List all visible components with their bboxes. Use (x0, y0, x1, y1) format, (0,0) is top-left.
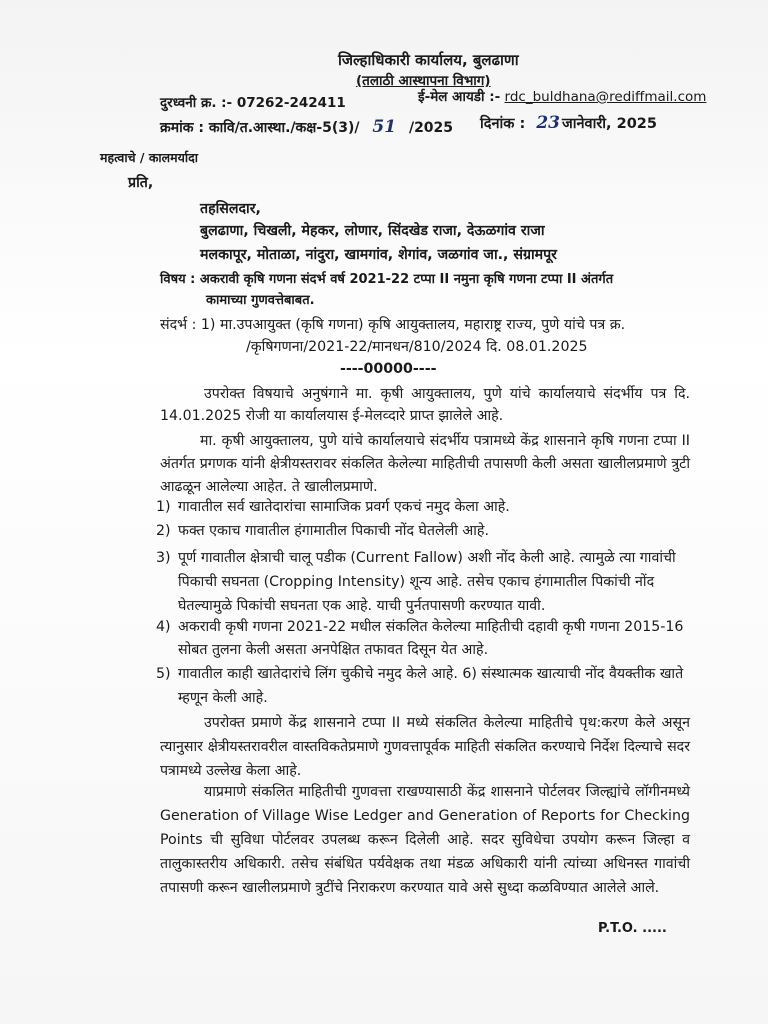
phone-label: दुरध्वनी क्र. :- (160, 95, 233, 111)
subject-line-2: कामाच्या गुणवत्तेबाबत. (206, 293, 315, 308)
section-title: (तलाठी आस्थापना विभाग) (356, 73, 491, 89)
separator: ----00000---- (340, 361, 437, 377)
reference-label: संदर्भ : (160, 317, 197, 333)
reference-line-2: /कृषिगणना/2021-22/मानधन/810/2024 दि. 08.01.2025 (246, 339, 588, 355)
list-item-text: गावातील सर्व खातेदारांचा सामाजिक प्रवर्ग एकचं नमुद केला आहे. (178, 499, 510, 515)
reference-number (160, 116, 453, 139)
subject-line-1: अकरावी कृषि गणना संदर्भ वर्ष 2021-22 टप्पा II नमुना कृषि गणना टप्पा II अंतर्गत (199, 272, 614, 287)
reference-line-1: 1) मा.उपआयुक्त (कृषि गणना) कृषि आयुक्तालय, महाराष्ट्र राज्य, पुणे यांचे पत्र क्र. (200, 317, 626, 333)
prati-label: प्रति, (128, 175, 154, 191)
recipient-line-1: बुलढाणा, चिखली, मेहकर, लोणार, सिंदखेड राजा, देऊळगांव राजा (200, 223, 545, 239)
email-address[interactable]: rdc_buldhana@rediffmail.com (504, 89, 707, 105)
recipient-line-2: मलकापूर, मोताळा, नांदुरा, खामगांव, शेगांव, जळगांव जा., संग्रामपूर (200, 247, 557, 263)
list-item-number: 1) (156, 499, 171, 515)
office-title: जिल्हाधिकारी कार्यालय, बुलढाणा (338, 51, 519, 69)
phone-line (160, 94, 346, 112)
list-item-number: 5) (156, 666, 171, 682)
list-item-number: 3) (156, 550, 171, 566)
subject-label: विषय : (160, 272, 196, 287)
phone-number: 07262-242411 (236, 95, 346, 111)
ref-label: क्रमांक : कावि/त.आस्था./कक्ष-5(3)/ (160, 120, 360, 136)
priority-label: महत्वाचे / कालमर्यादा (100, 150, 198, 165)
list-item-number: 4) (156, 619, 171, 635)
paragraph-2: मा. कृषी आयुक्तालय, पुणे यांचे कार्यालयाचे संदर्भीय पत्रामध्ये केंद्र शासनाने कृषि गणना टप्पा II अंतर्गत प्रगणक यांनी क्षेत्रीयस्तरावर संकलित केलेल्या माहितीची तपासणी केली असता खालीलप्रमाणे त्रुटी आढळून आलेल्या आहेत. ते खालीलप्रमाणे. (160, 433, 690, 495)
reference-block (160, 316, 625, 335)
email-label: ई-मेल आयडी :- (418, 89, 501, 105)
pto-label: P.T.O. ..... (598, 921, 667, 936)
letter-date (480, 112, 657, 135)
list-item-text: पूर्ण गावातील क्षेत्राची चालू पडीक (Current Fallow) अशी नोंद केली आहे. त्यामुळे त्या गावांची पिकाची सघनता (Cropping Intensity) शून्य आहे. तसेच एकाच हंगामातील पिकांची नोंद घेतल्यामुळे पिकांची सघनता एक आहे. याची पुर्नतपासणी करण्यात यावी. (178, 550, 676, 614)
paragraph-4: याप्रमाणे संकलित माहितीची गुणवत्ता राखण्यासाठी केंद्र शासनाने पोर्टलवर जिल्ह्यांचे लॉगीनमध्ये Generation of Village Wise Ledger and Generation of Reports for Checking Points ची सुविधा पोर्टलवर उपलब्ध करून दिलेली आहे. सदर सुविधेचा उपयोग करून जिल्हा व तालुकास्तरीय अधिकारी. तसेच संबंधित पर्यवेक्षक तथा मंडळ अधिकारी यांनी त्यांच्या अधिनस्त गावांची तपासणी करून खालीलप्रमाणे त्रुटींचे निराकरण करण्यात यावे असे सुध्दा कळविण्यात आलेले आले. (160, 784, 690, 896)
ref-year: /2025 (408, 120, 454, 136)
date-handwritten: 23 (536, 113, 560, 133)
list-item-text: गावातील काही खातेदारांचे लिंग चुकीचे नमुद केले आहे. 6) संस्थात्मक खात्याची नोंद वैयक्तीक खाते म्हणून केली आहे. (178, 666, 684, 706)
list-item-number: 2) (156, 523, 171, 539)
paragraph-1: उपरोक्त विषयाचे अनुषंगाने मा. कृषी आयुक्तालय, पुणे यांचे कार्यालयाचे संदर्भीय पत्र दि. 14.01.2025 रोजी या कार्यालयास ई-मेलव्दारे प्राप्त झालेले आहे. (160, 386, 690, 424)
subject-block (160, 271, 613, 289)
list-item-text: फक्त एकाच गावातील हंगामातील पिकाची नोंद घेतलेली आहे. (178, 523, 489, 539)
ref-handwritten: 51 (372, 117, 397, 137)
date-rest: जानेवारी, 2025 (561, 116, 657, 132)
paragraph-3: उपरोक्त प्रमाणे केंद्र शासनाने टप्पा II मध्ये संकलित केलेल्या माहितीचे पृथ:करण केले असून त्यानुसार क्षेत्रीयस्तरावरील वास्तविकतेप्रमाणे गुणवत्तापूर्वक माहिती संकलित करण्याचे निर्देश दिल्याचे सदर पत्रामध्ये उल्लेख केला आहे. (160, 715, 690, 779)
list-item-text: अकरावी कृषी गणना 2021-22 मधील संकलित केलेल्या माहितीची दहावी कृषी गणना 2015-16 सोबत तुलना केली असता अनपेक्षित तफावत दिसून येत आहे. (178, 619, 684, 658)
date-label: दिनांक : (480, 116, 526, 132)
recipient-title: तहसिलदार, (200, 201, 261, 217)
email-line (418, 88, 706, 106)
